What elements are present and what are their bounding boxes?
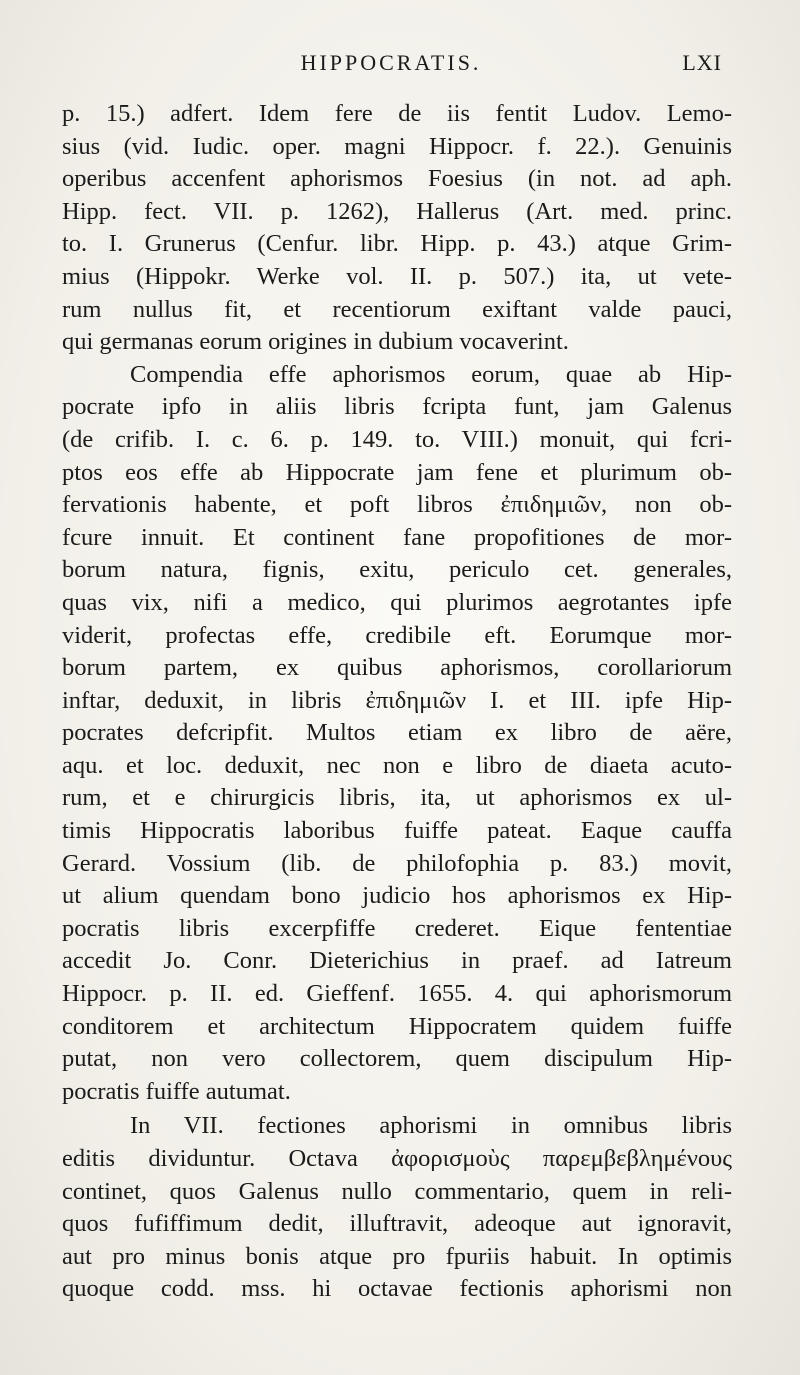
text-line: borum partem, ex quibus aphorismos, corollariorum: [62, 654, 732, 682]
text-line: fervationis habente, et poft libros ἐπιδημιῶν, non ob-: [62, 491, 732, 519]
text-line: borum natura, fignis, exitu, periculo cet. generales,: [62, 556, 732, 584]
text-line: pocratis fuiffe autumat.: [62, 1077, 291, 1105]
text-line: mius (Hippokr. Werke vol. II. p. 507.) ita, ut vete-: [62, 262, 732, 290]
text-line: rum nullus fit, et recentiorum exiftant valde pauci,: [62, 295, 732, 323]
text-line: conditorem et architectum Hippocratem quidem fuiffe: [62, 1012, 732, 1040]
text-line: p. 15.) adfert. Idem fere de iis fentit Ludov. Lemo-: [62, 100, 732, 127]
text-line: (de crifib. I. c. 6. p. 149. to. VIII.) monuit, qui fcri-: [62, 425, 732, 453]
page-number: LXI: [682, 50, 722, 75]
text-line: viderit, profectas effe, credibile eft. Eorumque mor-: [62, 621, 732, 649]
text-line: pocrate ipfo in aliis libris fcripta funt, jam Galenus: [62, 393, 732, 421]
text-line: Compendia effe aphorismos eorum, quae ab Hip-: [130, 360, 732, 388]
text-line: aut pro minus bonis atque pro fpuriis habuit. In optimis: [62, 1242, 732, 1270]
text-line: aqu. et loc. deduxit, nec non e libro de diaeta acuto-: [62, 751, 732, 779]
text-line: ptos eos effe ab Hippocrate jam fene et plurimum ob-: [62, 458, 732, 486]
text-line: rum, et e chirurgicis libris, ita, ut aphorismos ex ul-: [62, 784, 732, 812]
paragraph-2: [62, 359, 732, 1109]
text-line: accedit Jo. Conr. Dieterichius in praef. ad Iatreum: [62, 947, 732, 975]
paragraph-1: [62, 98, 732, 359]
text-body: [62, 98, 732, 1306]
text-line: In VII. fectiones aphorismi in omnibus libris: [130, 1112, 732, 1140]
text-line: to. I. Grunerus (Cenfur. libr. Hipp. p. 43.) atque Grim-: [62, 230, 732, 258]
text-line: continet, quos Galenus nullo commentario, quem in reli-: [62, 1177, 732, 1205]
text-line: editis dividuntur. Octava ἀφορισμοὺς παρεμβεβλημένους: [62, 1145, 732, 1172]
text-line: pocrates defcripfit. Multos etiam ex libro de aëre,: [62, 719, 732, 747]
text-line: ut alium quendam bono judicio hos aphorismos ex Hip-: [62, 882, 732, 910]
text-line: sius (vid. Iudic. oper. magni Hippocr. f. 22.). Genuinis: [62, 132, 732, 160]
text-line: fcure innuit. Et continent fane propofitiones de mor-: [62, 523, 732, 551]
paragraph-3: [62, 1110, 732, 1306]
text-line: inftar, deduxit, in libris ἐπιδημιῶν I. et III. ipfe Hip-: [62, 686, 732, 714]
text-line: quoque codd. mss. hi octavae fectionis aphorismi non: [62, 1275, 732, 1303]
text-line: pocratis libris excerpfiffe crederet. Eique fententiae: [62, 914, 732, 942]
text-line: Hippocr. p. II. ed. Gieffenf. 1655. 4. qui aphorismorum: [62, 980, 732, 1008]
text-line: putat, non vero collectorem, quem discipulum Hip-: [62, 1045, 732, 1073]
page-header: [60, 46, 722, 80]
text-line: quas vix, nifi a medico, qui plurimos aegrotantes ipfe: [62, 588, 732, 616]
text-line: timis Hippocratis laboribus fuiffe pateat. Eaque cauffa: [62, 817, 732, 845]
text-line: qui germanas eorum origines in dubium vocaverint.: [62, 328, 569, 356]
running-head: HIPPOCRATIS.: [300, 50, 482, 75]
text-line: Hipp. fect. VII. p. 1262), Hallerus (Art. med. princ.: [62, 197, 732, 225]
text-line: operibus accenfent aphorismos Foesius (in not. ad aph.: [62, 165, 732, 193]
text-line: Gerard. Vossium (lib. de philofophia p. 83.) movit,: [62, 849, 732, 877]
text-line: quos fufiffimum dedit, illuftravit, adeoque aut ignoravit,: [62, 1210, 732, 1238]
